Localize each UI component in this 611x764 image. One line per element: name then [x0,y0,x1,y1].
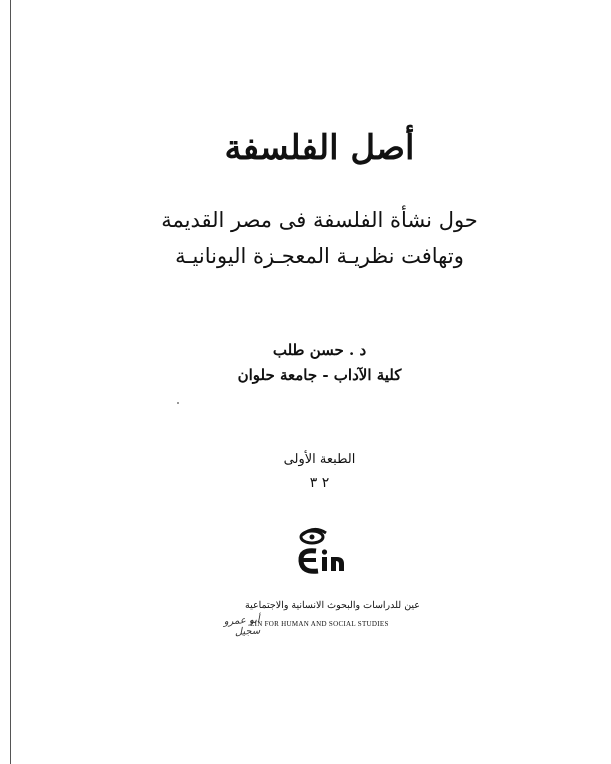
edition-year: ٢ ٣ [309,475,330,491]
subtitle-line-1: حول نشأة الفلسفة فى مصر القديمة [161,208,478,232]
subtitle-line-2: وتهافت نظريـة المعجـزة اليونانيـة [175,244,464,268]
handwritten-signature: أبو عمرو سجيل [223,614,261,638]
scan-speck [177,402,179,404]
edition-label: الطبعة الأولى [283,452,356,467]
author-name: د . حسن طلب [272,341,367,359]
book-title: أصل الفلسفة [224,128,415,168]
page-border [10,0,11,764]
publisher-name-arabic: عين للدراسات والبحوث الانسانية والاجتماعية [245,600,420,611]
publisher-logo-icon [292,523,356,579]
publisher-name-english: EIN FOR HUMAN AND SOCIAL STUDIES [250,620,389,628]
author-affiliation: كلية الآداب - جامعة حلوان [237,366,402,384]
